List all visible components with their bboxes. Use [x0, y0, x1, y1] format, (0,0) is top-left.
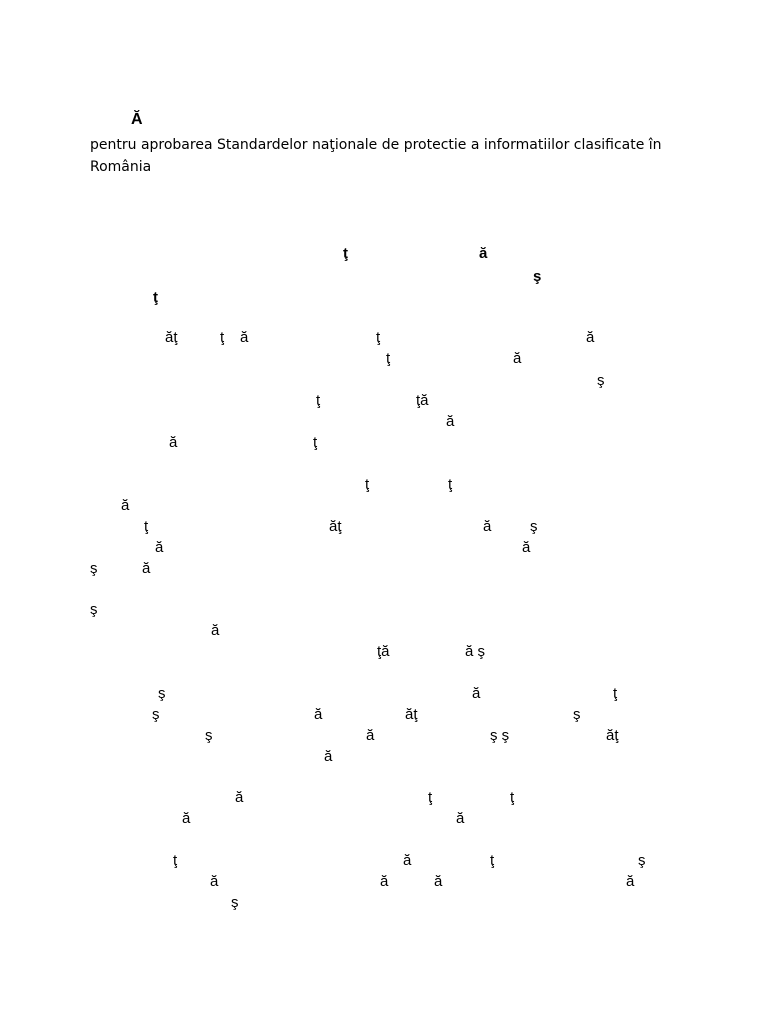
text-fragment: ţ	[386, 350, 391, 367]
text-fragment: ă	[314, 706, 323, 723]
text-fragment: ă	[472, 685, 481, 702]
text-fragment: ş	[158, 685, 166, 702]
text-fragment: ă ş	[465, 643, 486, 660]
text-fragment: ă	[380, 873, 389, 890]
text-fragment: ăţ	[405, 706, 418, 723]
text-fragment: ă	[324, 748, 333, 765]
text-fragment: ă	[479, 245, 488, 262]
text-fragment: ţă	[377, 643, 390, 660]
text-fragment: ă	[142, 560, 151, 577]
text-fragment: ă	[513, 350, 522, 367]
text-fragment: ă	[626, 873, 635, 890]
text-fragment: ş	[90, 601, 98, 618]
text-fragment: ţ	[144, 518, 149, 535]
text-fragment: ăţ	[606, 727, 619, 744]
text-fragment: ş	[533, 268, 542, 285]
text-fragment: ă	[210, 873, 219, 890]
text-fragment: ţ	[428, 789, 433, 806]
text-fragment: ă	[446, 413, 455, 430]
text-fragment: ă	[456, 810, 465, 827]
text-fragment: ş	[152, 706, 160, 723]
text-fragment: ăţ	[165, 329, 178, 346]
text-fragment: ă	[155, 539, 164, 556]
text-fragment: ă	[403, 852, 412, 869]
text-fragment: ă	[182, 810, 191, 827]
text-fragment: ţ	[313, 434, 318, 451]
text-fragment: ţ	[343, 245, 348, 262]
heading-fragment: Ă	[131, 111, 143, 128]
text-fragment: ţ	[365, 476, 370, 493]
text-fragment: ş	[638, 852, 646, 869]
text-fragment: ş	[573, 706, 581, 723]
text-fragment: ţ	[490, 852, 495, 869]
text-fragment: ăţ	[329, 518, 342, 535]
text-fragment: ă	[235, 789, 244, 806]
text-fragment: ă	[121, 497, 130, 514]
text-fragment: ţ	[448, 476, 453, 493]
document-title: pentru aprobarea Standardelor naţionale de protectie a informatiilor clasificate în România	[90, 137, 662, 175]
text-fragment: ş	[205, 727, 213, 744]
text-fragment: ţ	[510, 789, 515, 806]
text-fragment: ţă	[416, 392, 429, 409]
text-fragment: ă	[586, 329, 595, 346]
text-fragment: ş ş	[490, 727, 510, 744]
text-fragment: ş	[597, 372, 605, 389]
text-fragment: ă	[211, 622, 220, 639]
text-fragment: ţ	[173, 852, 178, 869]
text-fragment: ă	[522, 539, 531, 556]
text-fragment: ţ	[613, 685, 618, 702]
text-fragment: ş	[530, 518, 538, 535]
text-fragment: ţ	[316, 392, 321, 409]
text-fragment: ş	[90, 560, 98, 577]
text-fragment: ă	[434, 873, 443, 890]
text-fragment: ţ	[220, 329, 225, 346]
text-fragment: ă	[240, 329, 249, 346]
text-fragment: ă	[483, 518, 492, 535]
text-fragment: ţ	[153, 289, 158, 306]
text-fragment: ă	[366, 727, 375, 744]
text-fragment: ă	[169, 434, 178, 451]
text-fragment: ş	[231, 894, 239, 911]
text-fragment: ţ	[376, 329, 381, 346]
